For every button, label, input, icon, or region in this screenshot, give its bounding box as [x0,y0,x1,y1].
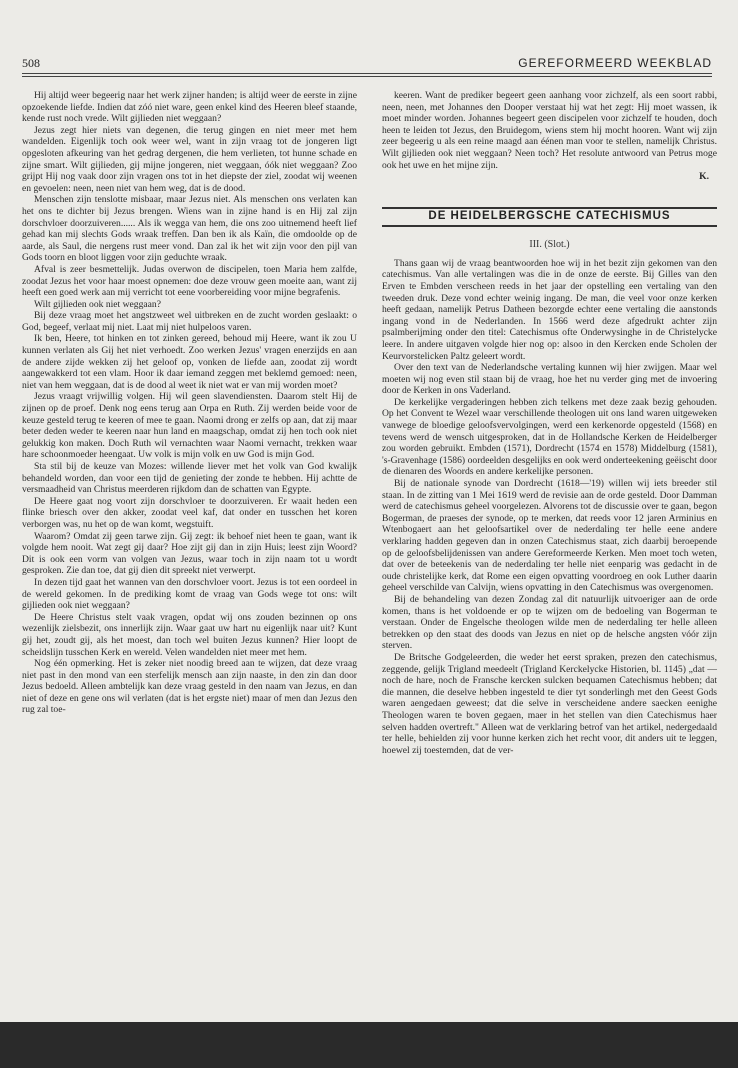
right-column [382,90,717,756]
paragraph: De Heere gaat nog voort zijn dorschvloer te doorzuiveren. Er waait heden een flinke briesch over den akker, zoodat veel kaf, dat onder en tusschen het koren verborgen was, nu het op de wan komt, wegstuift. [22,495,357,530]
section-title: DE HEIDELBERGSCHE CATECHISMUS [428,209,671,222]
paragraph: Wilt gijlieden ook niet weggaan? [34,298,161,310]
paragraph: Bij deze vraag moet het angstzweet wel uitbreken en de zucht worden geslaakt: o God, begeef, verlaat mij niet. Laat mij niet hulpeloos varen. [22,310,357,333]
paragraph: Hij altijd weer begeerig naar het werk zijner handen; is altijd weer de eerste in zijne opzoekende liefde. Indien dat zóó niet ware, geen enkel kind des Heeren bleef staande, kende rust noch vrede. Wilt gijlieden niet weggaan? [22,90,357,125]
section-subtitle: III. (Slot.) [529,238,570,250]
paragraph: Ik ben, Heere, tot hinken en tot zinken gereed, behoud mij Heere, want ik zou U kunnen verlaten als Gij het niet verhoedt. Zoo werken Jezus' vragen enerzijds en aan de andere zijde wekken zij het geloof op, vonken de liefde aan, zoodat zij wordt aangewakkerd tot een vlam. Hoor ik daar iemand zeggen met beklemd gemoed: neen, niet van hem weggaan, dat is de dood al weet ik niet wat er van mij worden moet? [22,333,357,391]
paragraph: Waarom? Omdat zij geen tarwe zijn. Gij zegt: ik behoef niet heen te gaan, want ik volgde hem nooit. Wat zegt gij daar? Hoe zijt gij dan in zijn Huis; leest zijn Woord? Dit is ook een vorm van volgen van Jezus, waar toch in zijn naam tot u wordt gesproken. Zie dan toe, dat gij dien dit spreekt niet verwerpt. [22,530,357,577]
heading-rule-top [382,207,717,209]
paragraph: In dezen tijd gaat het wannen van den dorschvloer voort. Jezus is tot een oordeel in de wereld gekomen. In de prediking komt de vraag van Gods wege tot ons: wilt gijlieden ook niet weggaan? [22,576,357,612]
paragraph: Nog één opmerking. Het is zeker niet noodig breed aan te wijzen, dat deze vraag niet past in den mond van een sterfelijk mensch aan zijn naaste, in den zin dan door Jezus bedoeld. Alleen ambtelijk kan deze vraag gesteld in den naam van Jezus, en dan niet of deze en gene ons wil verlaten (dat is het ergste niet) maar of men dan Jezus den rug zal toe- [22,658,357,716]
header-rule [22,73,712,74]
paragraph: Sta stil bij de keuze van Mozes: willende liever met het volk van God kwalijk behandeld worden, dan voor een tijd de genieting der zonde te hebben. Hij achtte de versmaadheid van Christus meerderen rijkdom dan de schatten van Egypte. [22,461,357,496]
paragraph: Bij de nationale synode van Dordrecht (1618—'19) willen wij iets breeder stil staan. In de zitting van 1 Mei 1619 werd de revisie aan de orde gesteld. Door Damman werd de catechismus geheel voorgelezen. Alvorens tot de discussie over te gaan, begon Bogerman, de praeses der synode, op te merken, dat reeds voor 12 jaren Arminius en Wtenbogaert aan het geloofsartikel over de nederdaling ter helle eene andere verklaring hadden gegeven dan in onzen Catechismus staat, zich daarbij beroepende op de geloofsbelijdenissen van andere Gereformeerde Kerken. Men moet toch weten, dat over de beteekenis van de nederdaling ter helle niet eenparig was gedacht in de oude christelijke kerk, dat Rome een eigen opvatting voordroeg en ook Luther daarin geheel verschilde van Calvijn, wiens opvatting in den Catechismus was overgenomen. [382,478,717,594]
paragraph: De Heere Christus stelt vaak vragen, opdat wij ons zouden bezinnen op ons wezenlijk zielsbezit, ons innerlijk zijn. Waar gaat uw hart nu eigenlijk naar uit? Kunt gij het, zoudt gij, als het moest, dan toch wel buiten Jezus kunnen? Hier loopt de scheidslijn tusschen Kerk en wereld. Velen wandelden niet meer met hem. [22,611,357,658]
paragraph: Bij de behandeling van dezen Zondag zal dit natuurlijk uitvoeriger aan de orde komen, thans is het voldoende er op te wijzen om de bedoeling van Bogerman te verstaan. Onder de Engelsche theologen wilde men de nederdaling ter helle alleen betrekken op den staat des doods van Jezus en niet op de helsche angsten vóór zijn sterven. [382,593,717,652]
paragraph: Afval is zeer besmettelijk. Judas overwon de discipelen, toen Maria hem zalfde, zoodat Jezus het voor haar moest opnemen: doe deze vrouw geen moeite aan, want zij heeft een goed werk aan mij verricht tot eene voorbereiding voor mijne begrafenis. [22,263,357,299]
paragraph: keeren. Want de prediker begeert geen aanhang voor zichzelf, als een soort rabbi, neen, neen, met Johannes den Dooper verstaat hij wat het zegt: Hij moet wassen, ik moet minder worden. Johannes begeert geen discipelen voor zichzelf te houden, doch heen te leiden tot Jezus, den Bruidegom, wiens stem hij mocht hooren. Want wij zijn zeer begeerig u als een reine maagd aan éénen man voor te stellen, namelijk Christus. Wilt gijlieden ook niet weggaan? Neen toch? Het resolute antwoord van Petrus moge ook het uwe en het mijne zijn. [382,90,717,171]
section-heading [382,201,717,231]
header-rule-double [22,76,712,77]
paragraph: Jezus vraagt vrijwillig volgen. Hij wil geen slavendiensten. Daarom stelt Hij de zijnen op de proef. Denk nog eens terug aan Orpa en Ruth. Zij werden beide voor de keuze gesteld terug te keeren of mee te gaan. Naomi drong er zelfs op aan, dat zij maar beter deden weder te keeren naar hun land en maagschap, omdat zij hen toch ook niet gelukkig kon maken. Doch Ruth wil vernachten waar Naomi vernacht, trekken waar hare schoonmoeder heengaat. Uw volk is mijn volk en uw God is mijn God. [22,391,357,461]
heading-rule-bottom [382,225,717,227]
paragraph: Over den text van de Nederlandsche vertaling kunnen wij hier zwijgen. Maar wel moeten wij nog even stil staan bij de vraag, hoe het nu verder ging met de invoering door de Kerken in ons Vaderland. [382,362,717,397]
paragraph: De Britsche Godgeleerden, die weder het eerst spraken, prezen den catechismus, zeggende, gelijk Trigland meedeelt (Trigland Kerckelycke Historien, bl. 1145) „dat — noch de hare, noch de Fransche kercken sulcken bequamen Catechismus hebben; dat die mannen, die deselve hebben ingesteld te dier tyt sonderlingh met den Geest Gods waren aengedaen geweest; dat die selve in verscheidene andere saecken eenighe Theologen waren te boven gegaen, maer in het stellen van dien Catechismus haer selven hadden overtreft." Alleen wat de verklaring betrof van het artikel, nedergedaald ter helle, behielden zij voor hunne kerken zich het recht voor, dit anders uit te leggen, hoewel zij toestemden, dat de ver- [382,651,717,756]
paragraph: Jezus zegt hier niets van degenen, die terug gingen en niet meer met hem wandelden. Eigenlijk toch ook weer wel, want in zijn vraag tot de jongeren ligt opgesloten afkeuring van het gedrag dergenen, die hem verlieten, tot hunne schade en zijne smart. Wilt gijlieden, gij mijne jongeren, niet weggaan, óók niet weggaan? Zoo grijpt Hij nog vaak door zijn vragen ons tot in het diepste der ziel, zoodat wij weenen en gevoelen: neen, neen niet van hem weg, dat is de dood. [22,124,357,194]
publication-title: GEREFORMEERD WEEKBLAD [518,56,712,70]
paragraph: De kerkelijke vergaderingen hebben zich telkens met deze zaak bezig gehouden. Op het Convent te Wezel waar verschillende theologen uit ons land waren uitgeweken vanwege de bloedige geloofsvervolgingen, werd een kerkenorde opgesteld (1568) en tevens werd de wensch uitgesproken, dat in de Hollandsche Kerken de Heidelberger zou worden gebruikt. Embden (1571), Dordrecht (1574 en 1578) Middelburg (1581), 's-Gravenhage (1586) oordeelden desgelijks en ook werd onderteekening geëischt door de dienaren des Woords en andere kerkelijke personen. [382,396,717,478]
scan-background [0,1022,738,1068]
author-signature: K. [699,171,709,183]
page-number: 508 [22,56,40,70]
paragraph: Thans gaan wij de vraag beantwoorden hoe wij in het bezit zijn gekomen van den catechismus. Van alle vertalingen was die in de onze de eerste. Bij Gilles van den Erven te Embden verscheen reeds in het jaar der opstelling een vertaling van den tweeden druk. Deze vond echter weinig ingang. De man, die veel voor onze kerken heeft gedaan, namelijk Petrus Datheen bezorgde echter eene vertaling die aanstonds ingang vond in de Nederlanden. In 1566 werd deze afgedrukt achter zijn psalmberijming onder den titel: Catechismus ofte Onderwysinghe in de Christelycke leere. In andere uitgaven volgde hier nog op: alsoo in den Kercken ende Scholen der Keurvorstelicken Paltz geleert wordt. [382,257,717,362]
paragraph: Menschen zijn tenslotte misbaar, maar Jezus niet. Als menschen ons verlaten kan het ons te dichter bij Jezus brengen. Wiens wan in zijne hand is en Hij zal zijn dorschvloer doorzuiveren...... Als ik wegga van hem, die ons zoo uitnemend heeft lief gehad kan mij slechts Gods wraak treffen. Dan ben ik als Kaïn, die omdoolde op de aarde, als Saul, die nergens rust meer vond. Dan zal ik het wit zijn voor den pijl van Gods toorn en bloot liggen voor zijn geduchte wraak. [22,194,357,264]
left-column [22,90,357,716]
page-header [22,56,712,70]
